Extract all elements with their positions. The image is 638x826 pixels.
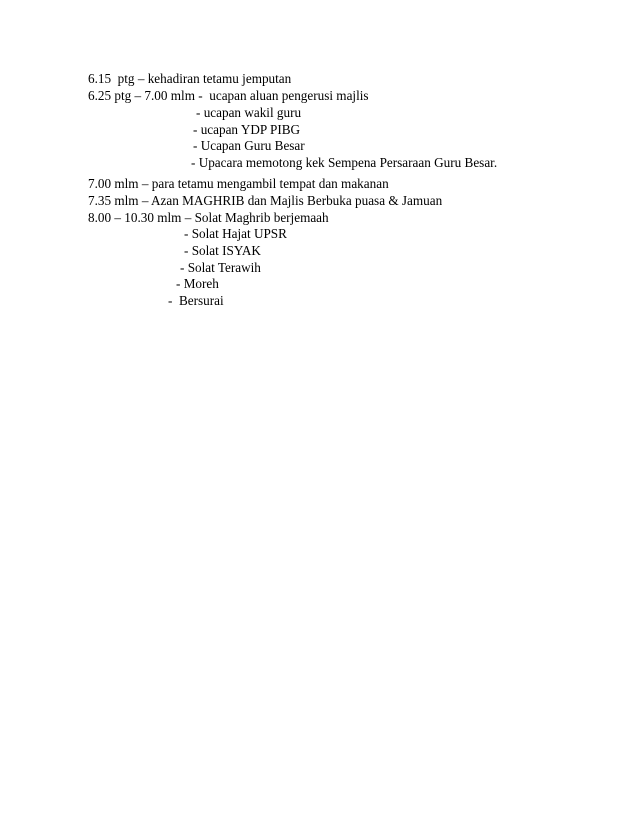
schedule-line-seating-meal: 7.00 mlm – para tetamu mengambil tempat dan makanan <box>88 176 389 191</box>
schedule-subitem-moreh: - Moreh <box>176 276 219 291</box>
schedule-subitem-headmaster: - Ucapan Guru Besar <box>193 138 305 153</box>
schedule-subitem-solat-terawih: - Solat Terawih <box>180 260 261 275</box>
schedule-line-guest-arrival: 6.15 ptg – kehadiran tetamu jemputan <box>88 71 292 86</box>
schedule-subitem-solat-isyak: - Solat ISYAK <box>184 243 261 258</box>
schedule-subitem-teacher-rep: - ucapan wakil guru <box>196 105 302 120</box>
schedule-subitem-pibg-chair: - ucapan YDP PIBG <box>193 122 301 137</box>
schedule-line-speeches: 6.25 ptg – 7.00 mlm - ucapan aluan pengerusi majlis <box>88 88 369 103</box>
schedule-line-azan-iftar: 7.35 mlm – Azan MAGHRIB dan Majlis Berbuka puasa & Jamuan <box>88 193 443 208</box>
schedule-line-maghrib-prayer: 8.00 – 10.30 mlm – Solat Maghrib berjemaah <box>88 210 329 225</box>
schedule-subitem-cake-cutting: - Upacara memotong kek Sempena Persaraan Guru Besar. <box>191 155 498 170</box>
schedule-subitem-dismissal: - Bersurai <box>168 293 224 308</box>
schedule-subitem-solat-hajat: - Solat Hajat UPSR <box>184 226 287 241</box>
